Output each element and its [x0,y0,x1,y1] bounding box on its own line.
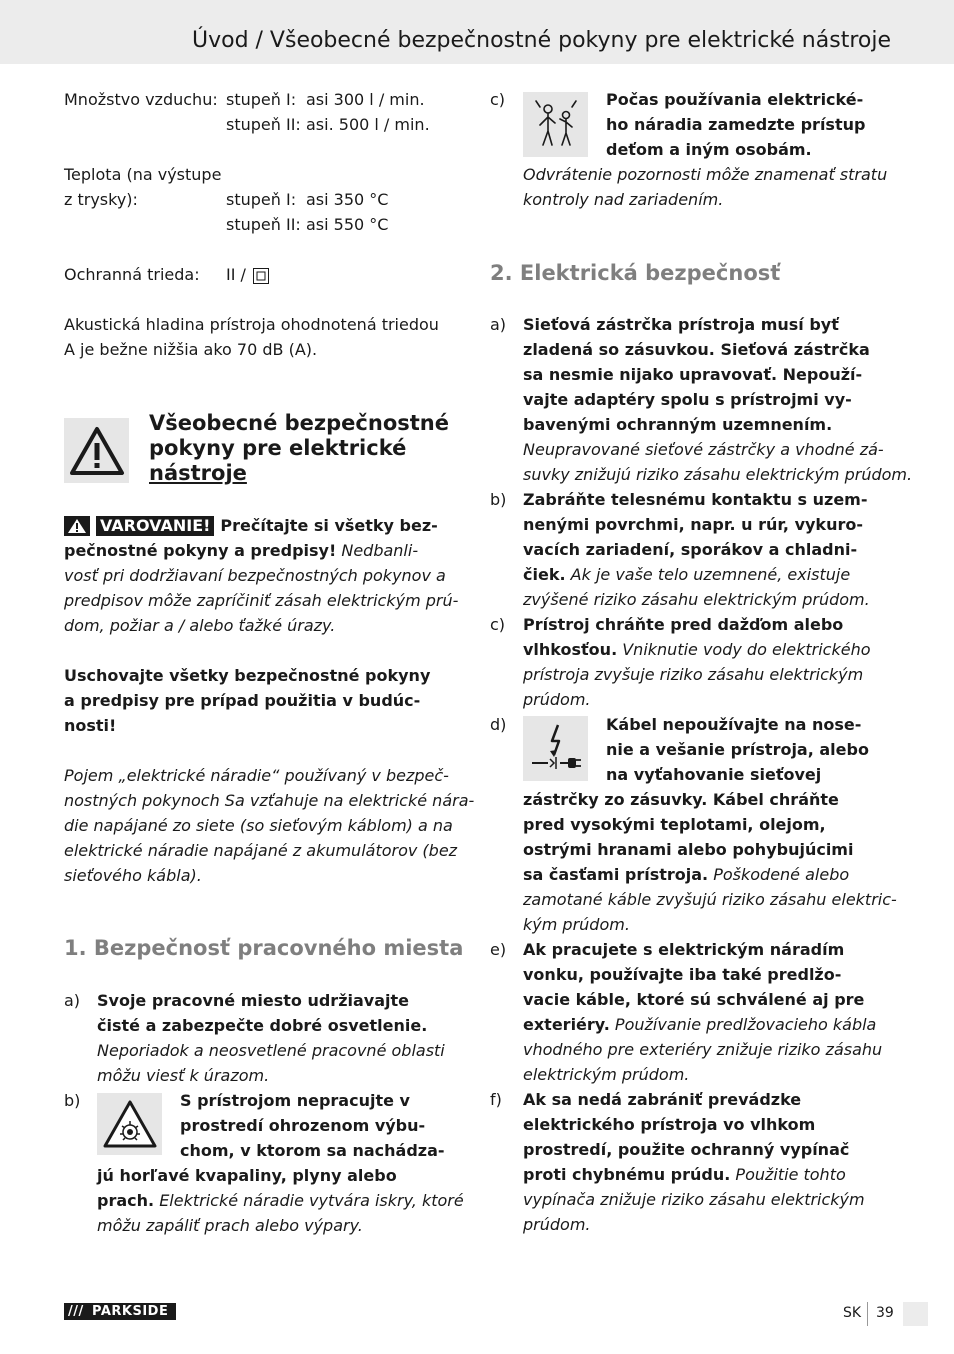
electrical-e-bold-1: Ak pracujete s elektrickým náradím [523,940,845,959]
logo-stripes-icon: /// [68,1304,84,1319]
temp-stage-1: stupeň I: [226,190,297,209]
electrical-e-italic-2: vhodného pre exteriéry znižuje riziko zásahu [523,1040,883,1059]
electrical-f-label: f) [490,1090,502,1109]
air-value-1: asi 300 l / min. [306,90,425,109]
workplace-c-label: c) [490,90,506,109]
term-line-1: Pojem „elektrické náradie“ používaný v bezpeč- [64,766,449,785]
air-stage-2: stupeň II: [226,115,301,134]
temp-value-1: asi 350 °C [306,190,389,209]
workplace-c-italic-2: kontroly nad zariadením. [523,190,724,209]
electrical-a-bold-1: Sieťová zástrčka prístroja musí byť [523,315,839,334]
workplace-b-bold-4: jú horľavé kvapaliny, plyny alebo [97,1166,397,1185]
brand-name: PARKSIDE [92,1304,169,1319]
electrical-d-bold-4: zástrčky zo zásuvky. Kábel chráňte [523,790,839,809]
electrical-a-label: a) [490,315,507,334]
electrical-a-italic-1: Neupravované sieťové zástrčky a vhodné zá- [523,440,884,459]
temp-label-2: z trysky): [64,190,138,209]
electrical-e-bold-3: vacie káble, ktoré sú schválené aj pre [523,990,865,1009]
electrical-c-italic-3: prúdom. [523,690,591,709]
electrical-f-bold-3: prostredí, použite ochranný vypínač [523,1140,850,1159]
electrical-f-italic-2: vypínača znižuje riziko zásahu elektrickým [523,1190,865,1209]
general-title-3: nástroje [149,461,247,485]
electrical-d-line-7: sa časťami prístroja. Poškodené alebo [523,865,850,884]
workplace-c-bold-3: deťom a iným osobám. [606,140,812,159]
workplace-a-italic-2: môžu viesť k úrazom. [97,1066,270,1085]
warning-italic-2: vosť pri dodržiavaní bezpečnostných pokynov a [64,566,446,585]
electrical-b-line-4: čiek. Ak je vaše telo uzemnené, existuje [523,565,851,584]
page-title: Úvod / Všeobecné bezpečnostné pokyny pre elektrické nástroje [191,28,891,53]
electrical-b-label: b) [490,490,507,509]
electrical-a-bold-5: bavenými ochranným uzemnením. [523,415,833,434]
workplace-c-italic-1: Odvrátenie pozornosti môže znamenať stratu [523,165,888,184]
term-line-3: die napájané zo siete (so sieťovým káblom) a na [64,816,453,835]
warning-line-2 [64,538,418,563]
electrical-d-bold-5: pred vysokými teplotami, olejom, [523,815,826,834]
term-line-5: sieťového kábla). [64,866,202,885]
electrical-e-line-4: exteriéry. Používanie predlžovacieho kábla [523,1015,877,1034]
noise-line-1: Akustická hladina prístroja ohodnotená triedou [64,315,439,334]
keep-children-away-icon [523,92,588,157]
electrical-c-line-2: vlhkosťou. Vniknutie vody do elektrického [523,640,871,659]
term-line-2: nostných pokynoch Sa vzťahuje na elektrické nára- [64,791,475,810]
class-label: Ochranná trieda: [64,265,200,284]
workplace-b-bold-1: S prístrojom nepracujte v [180,1091,410,1110]
electrical-c-italic-2: prístroja zvyšuje riziko zásahu elektrickým [523,665,864,684]
air-stage-1: stupeň I: [226,90,297,109]
double-insulation-icon [253,266,269,282]
air-value-2: asi. 500 l / min. [306,115,430,134]
warning-bold-2: pečnostné pokyny a predpisy! [64,541,337,560]
temp-stage-2: stupeň II: [226,215,301,234]
keep-line-2: a predpisy pre prípad použitia v budúc- [64,691,421,710]
electrical-b-bold-1: Zabráňte telesnému kontaktu s uzem- [523,490,868,509]
page-number: 39 [876,1305,894,1321]
electrical-c-label: c) [490,615,506,634]
electrical-a-bold-4: vajte adaptéry spolu s prístrojmi vy- [523,390,852,409]
warning-bold-1: Prečítajte si všetky bez- [220,516,438,535]
electrical-a-italic-2: suvky znižujú riziko zásahu elektrickým prúdom. [523,465,913,484]
electrical-f-italic-3: prúdom. [523,1215,591,1234]
electrical-b-bold-3: vacích zariadení, sporákov a chladni- [523,540,858,559]
damaged-cable-icon [523,716,588,781]
electrical-e-bold-2: vonku, používajte iba také predlžo- [523,965,842,984]
warning-small-icon [64,516,90,536]
footer-tab [903,1302,928,1326]
electrical-d-bold-3: na vyťahovanie sieťovej [606,765,822,784]
workplace-c-bold-2: ho náradia zamedzte prístup [606,115,866,134]
warning-italic-3: predpisov môže zapríčiniť zásah elektrickým prú- [64,591,459,610]
general-title-2: pokyny pre elektrické [149,436,407,460]
workplace-b-bold-2: prostredí ohrozenom výbu- [180,1116,426,1135]
electrical-d-bold-2: nie a vešanie prístroja, alebo [606,740,869,759]
brand-logo [64,1303,176,1320]
electrical-c-bold-1: Prístroj chráňte pred dažďom alebo [523,615,844,634]
workplace-b-label: b) [64,1091,81,1110]
keep-line-3: nosti! [64,716,117,735]
electrical-f-line-4: proti chybnému prúdu. Použitie tohto [523,1165,846,1184]
warning-italic-4: dom, požiar a / alebo ťažké úrazy. [64,616,336,635]
keep-line-1: Uschovajte všetky bezpečnostné pokyny [64,666,431,685]
workplace-a-label: a) [64,991,81,1010]
electrical-b-bold-2: nenými povrchmi, napr. u rúr, vykuro- [523,515,863,534]
workplace-b-bold-3: chom, v ktorom sa nachádza- [180,1141,445,1160]
explosion-hazard-icon [97,1093,162,1155]
electrical-d-label: d) [490,715,507,734]
workplace-a-bold-2: čisté a zabezpečte dobré osvetlenie. [97,1016,428,1035]
warning-badge: VAROVANIE! [96,516,214,536]
workplace-c-bold-1: Počas používania elektrické- [606,90,864,109]
air-label: Množstvo vzduchu: [64,90,218,109]
electrical-d-bold-6: ostrými hranami alebo pohybujúcimi [523,840,854,859]
electrical-a-bold-2: zladená so zásuvkou. Sieťová zástrčka [523,340,870,359]
warning-italic-1: Nedbanli- [341,541,419,560]
electrical-f-bold-2: elektrického prístroja vo vlhkom [523,1115,816,1134]
warning-line-1 [64,513,438,538]
electrical-heading: 2. Elektrická bezpečnosť [490,261,781,285]
class-value: II / [226,265,246,284]
electrical-d-italic-3: kým prúdom. [523,915,630,934]
temp-label-1: Teplota (na výstupe [64,165,222,184]
workplace-a-bold-1: Svoje pracovné miesto udržiavajte [97,991,409,1010]
workplace-b-italic-2: môžu zapáliť prach alebo výpary. [97,1216,363,1235]
language-code: SK [843,1305,862,1321]
noise-line-2: A je bežne nižšia ako 70 dB (A). [64,340,318,359]
electrical-e-italic-3: elektrickým prúdom. [523,1065,690,1084]
general-title-1: Všeobecné bezpečnostné [149,411,449,435]
workplace-b-line-5: prach. Elektrické náradie vytvára iskry, ktoré [97,1191,464,1210]
term-line-4: elektrické náradie napájané z akumulátorov (bez [64,841,458,860]
electrical-a-bold-3: sa nesmie nijako upravovať. Nepouží- [523,365,863,384]
electrical-d-italic-2: zamotané káble zvyšujú riziko zásahu elektric- [523,890,897,909]
workplace-heading: 1. Bezpečnosť pracovného miesta [64,936,464,960]
temp-value-2: asi 550 °C [306,215,389,234]
footer-divider [867,1302,868,1326]
warning-triangle-icon [64,418,129,483]
electrical-f-bold-1: Ak sa nedá zabrániť prevádzke [523,1090,802,1109]
workplace-a-italic-1: Neporiadok a neosvetlené pracovné oblasti [97,1041,445,1060]
electrical-d-bold-1: Kábel nepoužívajte na nose- [606,715,862,734]
electrical-e-label: e) [490,940,507,959]
electrical-b-italic-2: zvýšené riziko zásahu elektrickým prúdom. [523,590,870,609]
